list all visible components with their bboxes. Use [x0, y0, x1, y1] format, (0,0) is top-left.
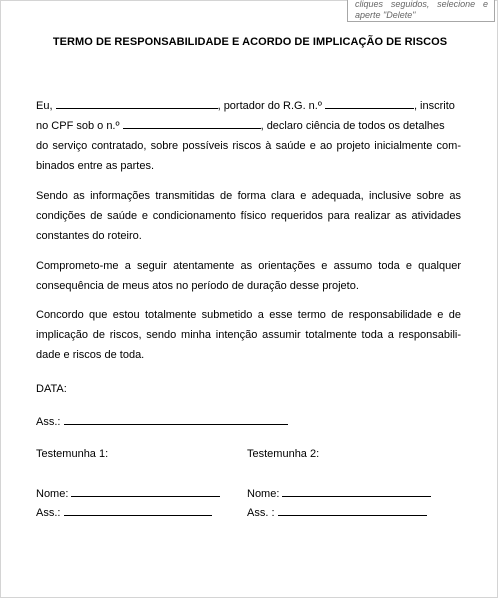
paragraph-line: do serviço contratado, sobre possíveis riscos à saúde e ao projeto inicialmente com- — [36, 140, 461, 152]
witness1-heading: Testemunha 1: — [36, 448, 109, 460]
witness1-name-field — [36, 487, 220, 501]
instruction-note-text: cliques seguidos, selecione e aperte "Delete" — [355, 0, 488, 20]
date-field — [36, 382, 67, 396]
paragraph-line: Sendo as informações transmitidas de forma clara e adequada, inclusive sobre as — [36, 190, 461, 202]
witness1-name-blank[interactable] — [71, 487, 220, 497]
paragraph-line: dade e riscos de toda. — [36, 349, 145, 361]
signature-field — [36, 415, 288, 429]
witness2-name-blank[interactable] — [282, 487, 431, 497]
witness1-signature-field — [36, 506, 212, 520]
paragraph-line: consequência de meus atos no período de duração desse projeto. — [36, 280, 359, 292]
document-title: TERMO DE RESPONSABILIDADE E ACORDO DE IMPLICAÇÃO DE RISCOS — [52, 36, 448, 48]
witness2-heading: Testemunha 2: — [247, 448, 320, 460]
witness2-signature-blank[interactable] — [278, 506, 427, 516]
witness2-signature-label: Ass. : — [247, 507, 275, 519]
paragraph-line: Comprometo-me a seguir atentamente as orientações e assumo toda e qualquer — [36, 260, 461, 272]
witness1-signature-blank[interactable] — [64, 506, 212, 516]
witness1-signature-label: Ass.: — [36, 507, 61, 519]
date-label: DATA: — [36, 383, 67, 395]
paragraph-line: no CPF sob o n.º , declaro ciência de todos os detalhes — [36, 120, 445, 132]
paragraph-line: binados entre as partes. — [36, 160, 155, 172]
witness2-signature-field — [247, 506, 427, 520]
rg-blank[interactable] — [325, 98, 414, 109]
paragraph-line: implicação de riscos, sendo minha intenção assumir totalmente toda a responsabili- — [36, 329, 461, 341]
witness2-name-field — [247, 487, 431, 501]
signature-label: Ass.: — [36, 416, 61, 428]
witness1-name-label: Nome: — [36, 488, 69, 500]
paragraph-agreement — [36, 305, 461, 365]
paragraph-line: Concordo que estou totalmente submetido a esse termo de responsabilidade e de — [36, 309, 461, 321]
paragraph-line: condições de saúde e condicionamento físico requeridos para realizar as atividades — [36, 210, 461, 222]
name-blank[interactable] — [56, 98, 218, 109]
witness2-name-label: Nome: — [247, 488, 280, 500]
paragraph-information — [36, 186, 461, 246]
paragraph-line: Eu, , portador do R.G. n.º , inscrito — [36, 100, 455, 112]
paragraph-line: constantes do roteiro. — [36, 230, 142, 242]
instruction-note — [347, 0, 495, 22]
signature-blank[interactable] — [64, 415, 288, 425]
paragraph-identification — [36, 96, 461, 176]
paragraph-commitment — [36, 256, 461, 296]
cpf-blank[interactable] — [123, 118, 261, 129]
